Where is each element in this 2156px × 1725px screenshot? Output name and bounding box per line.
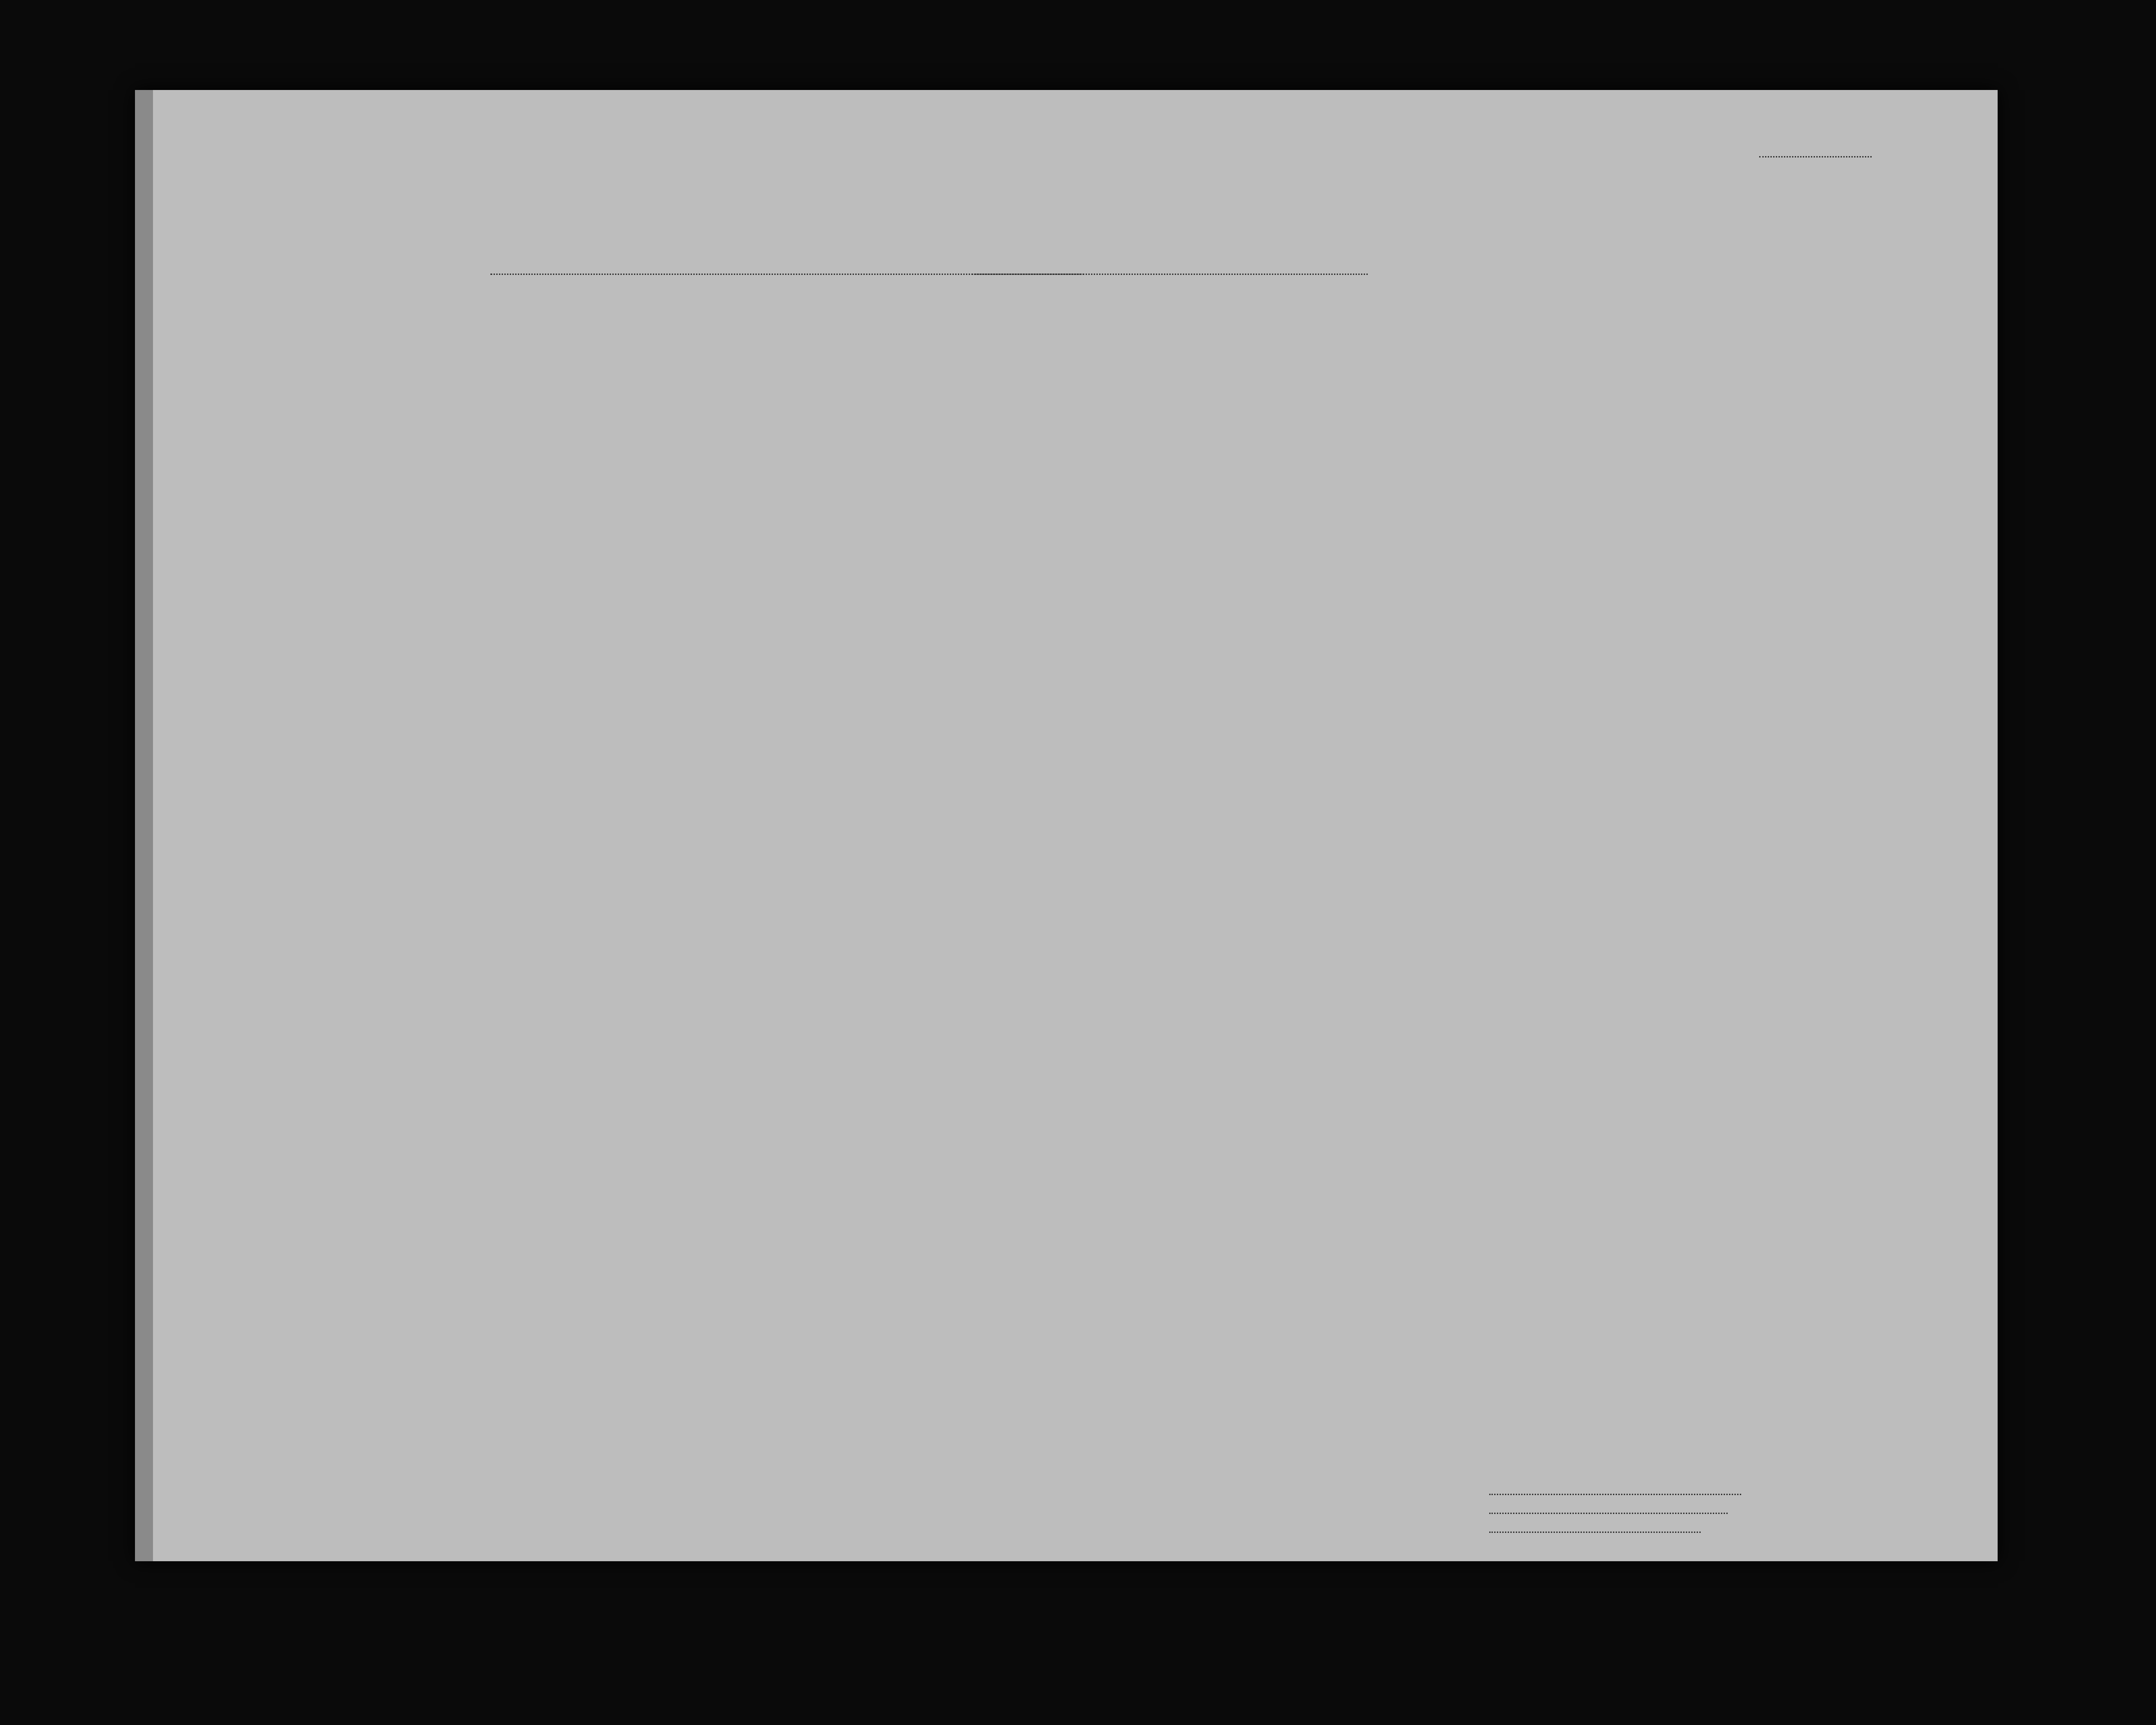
col-31-header bbox=[1536, 333, 1553, 436]
col-34-inches bbox=[1682, 396, 1698, 432]
agents-block bbox=[1489, 1485, 1741, 1536]
col-26-header bbox=[1385, 333, 1402, 436]
line-field bbox=[1489, 1485, 1741, 1498]
owners-field bbox=[1489, 1504, 1741, 1517]
left-sheet-edge bbox=[135, 90, 153, 1561]
col-21-header bbox=[825, 324, 848, 436]
col-24-return bbox=[1243, 353, 1269, 434]
owners-field-line bbox=[1489, 1513, 1728, 1514]
col-28-header bbox=[1431, 333, 1475, 436]
col-24-length bbox=[1271, 353, 1297, 434]
line-field-line bbox=[1489, 1494, 1741, 1495]
manifest-sheet bbox=[135, 90, 1998, 1561]
local-agents-field bbox=[1489, 1523, 1741, 1536]
col-34-feet bbox=[1658, 400, 1674, 432]
col-24-citizen bbox=[1310, 353, 1336, 434]
col-19-header bbox=[707, 324, 731, 436]
local-agents-field-line bbox=[1489, 1532, 1701, 1533]
col-29-header bbox=[1481, 333, 1508, 436]
col-25-header bbox=[1345, 333, 1377, 432]
col-30-header bbox=[1514, 333, 1531, 436]
col-27-header bbox=[1407, 333, 1424, 436]
manifest-table bbox=[135, 90, 1998, 1561]
